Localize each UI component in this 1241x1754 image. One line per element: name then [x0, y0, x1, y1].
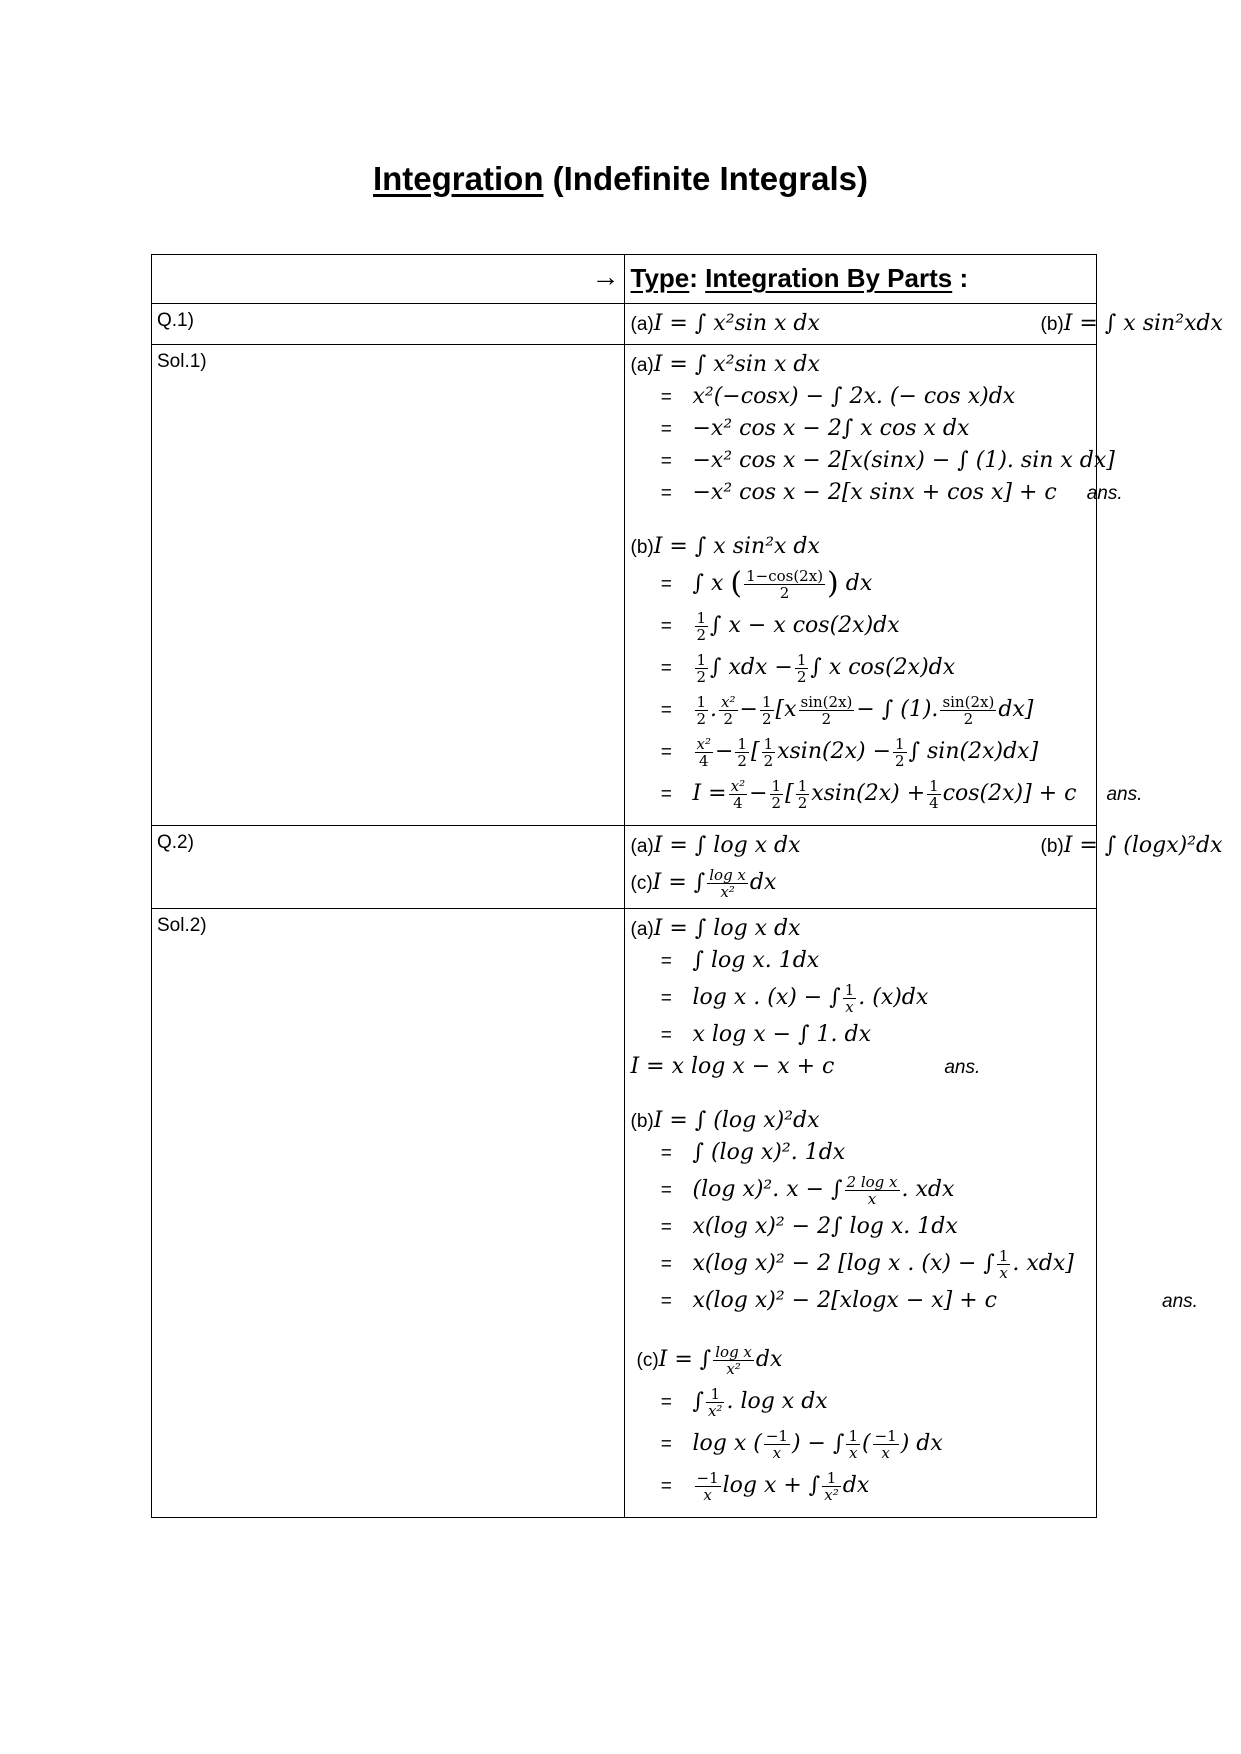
- page-title: [0, 160, 1241, 198]
- eq-sign: =: [660, 1217, 672, 1238]
- title-main: Integration: [372, 160, 544, 197]
- fraction: $\frac{1}{4}$: [929, 776, 939, 812]
- sol2-label: Sol.2): [152, 909, 625, 1518]
- sol2b-head: [631, 1105, 1097, 1137]
- fraction: $\frac{\text{x²}}{4}$: [730, 776, 746, 812]
- fraction: $\frac{1}{2}$: [796, 650, 807, 686]
- sol2b-step-3: [631, 1211, 1097, 1243]
- expr: I = ∫ (log x)²dx: [653, 1108, 820, 1133]
- sol1b-head-expr: I = ∫ x sin²x dx: [653, 534, 820, 559]
- eq-sign: =: [660, 616, 672, 637]
- expr: ∫ (log x)². 1dx: [692, 1140, 846, 1165]
- ans-label: ans.: [1162, 1291, 1198, 1312]
- expr: x(log x)² − 2[xlogx − x] + c: [692, 1288, 997, 1313]
- eq-sign: =: [660, 1434, 672, 1455]
- expr: ∫ log x. 1dx: [692, 948, 820, 973]
- ans-label: ans.: [944, 1057, 981, 1078]
- problems-table: [151, 254, 1223, 1518]
- fraction: $\frac{-1}{x}$: [874, 1426, 897, 1462]
- arrow-icon: →: [152, 255, 625, 304]
- sol1a-step-2: [631, 413, 1097, 445]
- q1-row: [152, 304, 1097, 345]
- sol1-label: Sol.1): [152, 345, 625, 826]
- type-value: Integration By Parts: [705, 263, 953, 293]
- expr: ∫ x − x cos(2x)dx: [710, 613, 900, 638]
- fraction: $\frac{\text{2 log x}}{x}$: [846, 1172, 898, 1208]
- sol2a-label: (a): [630, 919, 654, 940]
- step-expr: −x² cos x − 2[x sinx + cos x] + c: [692, 480, 1057, 505]
- header-row: [152, 255, 1097, 304]
- q2-line-1: [630, 830, 1223, 862]
- fraction: $\frac{1}{2}$: [696, 608, 707, 644]
- sol1b-step-6: = I = $\frac{\text{x²}}{4}$ − $\frac{1}{2}$ [ $\frac{1}{2}$ xsin(2x) + $\frac{1}{4}$ cos(2x)] + c ans.: [631, 773, 1097, 815]
- sol2-content: [624, 909, 1198, 1518]
- sol2a-result: [631, 1051, 1097, 1083]
- sol1-content: [624, 345, 1143, 826]
- sol2c-step-2: = log x ( $\frac{-1}{x}$ ) − ∫ $\frac{1}{x}$ ( $\frac{-1}{x}$ ) dx: [631, 1423, 1097, 1465]
- expr: ∫ x: [692, 571, 724, 596]
- q1-content: [624, 304, 1223, 345]
- q2-content: [624, 826, 1223, 909]
- sol1a-step-3: [631, 445, 1115, 477]
- sol1b-label: (b): [630, 537, 654, 558]
- expr: ∫ x cos(2x)dx: [810, 655, 956, 680]
- type-heading: [624, 255, 1097, 304]
- fraction: $\frac{1}{\text{x²}}$: [824, 1468, 839, 1504]
- fraction: $\frac{-1}{x}$: [765, 1426, 788, 1462]
- eq-sign: =: [660, 951, 672, 972]
- expr: x(log x)² − 2∫ log x. 1dx: [692, 1214, 958, 1239]
- ans-label: ans.: [1106, 784, 1143, 805]
- eq-sign: =: [660, 419, 672, 440]
- fraction: $\frac{\text{x²}}{4}$: [696, 734, 711, 770]
- q2-line-2: [631, 862, 1097, 904]
- sol2a-step-1: [631, 945, 1097, 977]
- sol2a-step-3: [631, 1019, 1097, 1051]
- sol2c-step-3: = $\frac{-1}{x}$ log x + ∫ $\frac{1}{\text{x²}}$ dx: [631, 1465, 1097, 1507]
- fraction: $\frac{\sin(2x)}{2}$: [800, 692, 853, 728]
- eq-sign: =: [660, 1291, 672, 1312]
- sol1-row: [152, 345, 1097, 826]
- expr: I = ∫ log x dx: [653, 916, 801, 941]
- step-expr: −x² cos x − 2[x(sinx) − ∫ (1). sin x dx]: [692, 448, 1115, 473]
- fraction: $\frac{1}{2}$: [696, 692, 707, 728]
- ans-label: ans.: [1086, 483, 1123, 504]
- q1b-expr: I = ∫ x sin²xdx: [1063, 311, 1223, 336]
- eq-sign: =: [660, 742, 672, 763]
- eq-sign: =: [660, 700, 672, 721]
- fraction: $\frac{1}{\text{x²}}$: [707, 1384, 723, 1420]
- sol1a-step-1: [631, 381, 1097, 413]
- q1b-label: (b): [1040, 314, 1064, 335]
- expr: x log x − ∫ 1. dx: [692, 1022, 872, 1047]
- eq-sign: =: [660, 1476, 672, 1497]
- fraction: $\frac{1}{2}$: [737, 734, 747, 770]
- fraction: $\frac{1}{2}$: [763, 734, 774, 770]
- fraction: $\frac{-1}{x}$: [696, 1468, 719, 1504]
- expr: dx: [749, 870, 777, 895]
- sol1a-head-expr: I = ∫ x²sin x dx: [653, 352, 820, 377]
- fraction: $\frac{1}{x}$: [844, 980, 855, 1016]
- sol1a-step-4: [631, 477, 1123, 509]
- eq-sign: =: [660, 1025, 672, 1046]
- sol2a-head: [631, 913, 1097, 945]
- type-end: :: [952, 263, 969, 293]
- sol2b-step-1: [631, 1137, 1097, 1169]
- sol2-row: [152, 909, 1097, 1518]
- eq-sign: =: [660, 451, 672, 472]
- sol2a-step-2: = log x . (x) − ∫ $\frac{1}{x}$ . (x)dx: [631, 977, 1097, 1019]
- fraction: $\frac{\text{x²}}{2}$: [721, 692, 736, 728]
- type-label: Type: [630, 263, 690, 293]
- eq-sign: =: [660, 988, 672, 1009]
- fraction: $\frac{\text{log x}}{\text{x²}}$: [709, 865, 746, 901]
- expr: I = ∫: [652, 870, 706, 895]
- sol1a-head: [631, 349, 1097, 381]
- fraction: $\frac{\text{log x}}{\text{x²}}$: [715, 1342, 752, 1378]
- sol1a-label: (a): [630, 355, 654, 376]
- eq-sign: =: [660, 387, 672, 408]
- expr: dx: [845, 571, 873, 596]
- q2b-label: (b): [1040, 836, 1064, 857]
- q2a-label: (a): [630, 836, 654, 857]
- sol1b-step-1: = ∫ x ( $\frac{1-\cos(2x)}{2}$ ) dx: [631, 563, 1097, 605]
- q1a-label: (a): [630, 314, 654, 335]
- sol1b-step-4: = $\frac{1}{2}$ . $\frac{\text{x²}}{2}$ − $\frac{1}{2}$ [x $\frac{\sin(2x)}{2}$ − ∫ (1). $\frac{\sin(2x)}{2}$ dx]: [631, 689, 1097, 731]
- q2a-expr: I = ∫ log x dx: [653, 833, 801, 858]
- eq-sign: =: [660, 574, 672, 595]
- fraction: $\frac{1-\cos(2x)}{2}$: [746, 566, 824, 602]
- sol2c-head: (c)I = ∫ $\frac{\text{log x}}{\text{x²}}$ dx: [636, 1342, 783, 1378]
- q2-label: Q.2): [152, 826, 625, 909]
- eq-sign: =: [660, 658, 672, 679]
- eq-sign: =: [660, 1143, 672, 1164]
- sol2c-step-1: = ∫ $\frac{1}{\text{x²}}$ . log x dx: [631, 1381, 1097, 1423]
- sol2c-label: (c): [636, 1350, 659, 1371]
- eq-sign: =: [660, 1180, 672, 1201]
- sol1b-head: [631, 531, 1097, 563]
- fraction: $\frac{1}{2}$: [761, 692, 772, 728]
- sol2b-step-4: = x(log x)² − 2 [log x . (x) − ∫ $\frac{1}{x}$ . xdx]: [631, 1243, 1097, 1285]
- q2c-label: (c): [630, 873, 653, 894]
- fraction: $\frac{1}{2}$: [797, 776, 808, 812]
- fraction: $\frac{1}{x}$: [848, 1426, 858, 1462]
- sol2b-step-5: [631, 1285, 1198, 1317]
- fraction: $\frac{1}{x}$: [998, 1246, 1009, 1282]
- q1-line: [630, 308, 1223, 340]
- sol1b-step-5: = $\frac{\text{x²}}{4}$ − $\frac{1}{2}$ [ $\frac{1}{2}$ xsin(2x) − $\frac{1}{2}$ ∫ sin(2x)dx]: [631, 731, 1097, 773]
- eq-sign: =: [660, 1392, 672, 1413]
- fraction: $\frac{1}{2}$: [771, 776, 782, 812]
- type-sep: :: [689, 263, 706, 293]
- sol2b-step-2: = (log x)². x − ∫ $\frac{\text{2 log x}}{x}$ . xdx: [631, 1169, 1097, 1211]
- fraction: $\frac{1}{2}$: [895, 734, 905, 770]
- title-sub: (Indefinite Integrals): [543, 160, 869, 197]
- step-expr: x²(−cosx) − ∫ 2x. (− cos x)dx: [692, 384, 1016, 409]
- expr: I = x log x − x + c: [630, 1054, 835, 1079]
- q1-label: Q.1): [152, 304, 625, 345]
- q2-row: [152, 826, 1097, 909]
- fraction: $\frac{\sin(2x)}{2}$: [942, 692, 995, 728]
- q2b-expr: I = ∫ (logx)²dx: [1063, 833, 1223, 858]
- step-expr: −x² cos x − 2∫ x cos x dx: [692, 416, 970, 441]
- q1a-expr: I = ∫ x²sin x dx: [653, 311, 820, 336]
- sol2b-label: (b): [630, 1111, 654, 1132]
- fraction: $\frac{1}{2}$: [696, 650, 707, 686]
- eq-sign: =: [660, 784, 672, 805]
- sol1b-step-2: [631, 605, 1097, 647]
- expr: ∫ xdx −: [710, 655, 793, 680]
- eq-sign: =: [660, 483, 672, 504]
- sol1b-step-3: [631, 647, 1097, 689]
- eq-sign: =: [660, 1254, 672, 1275]
